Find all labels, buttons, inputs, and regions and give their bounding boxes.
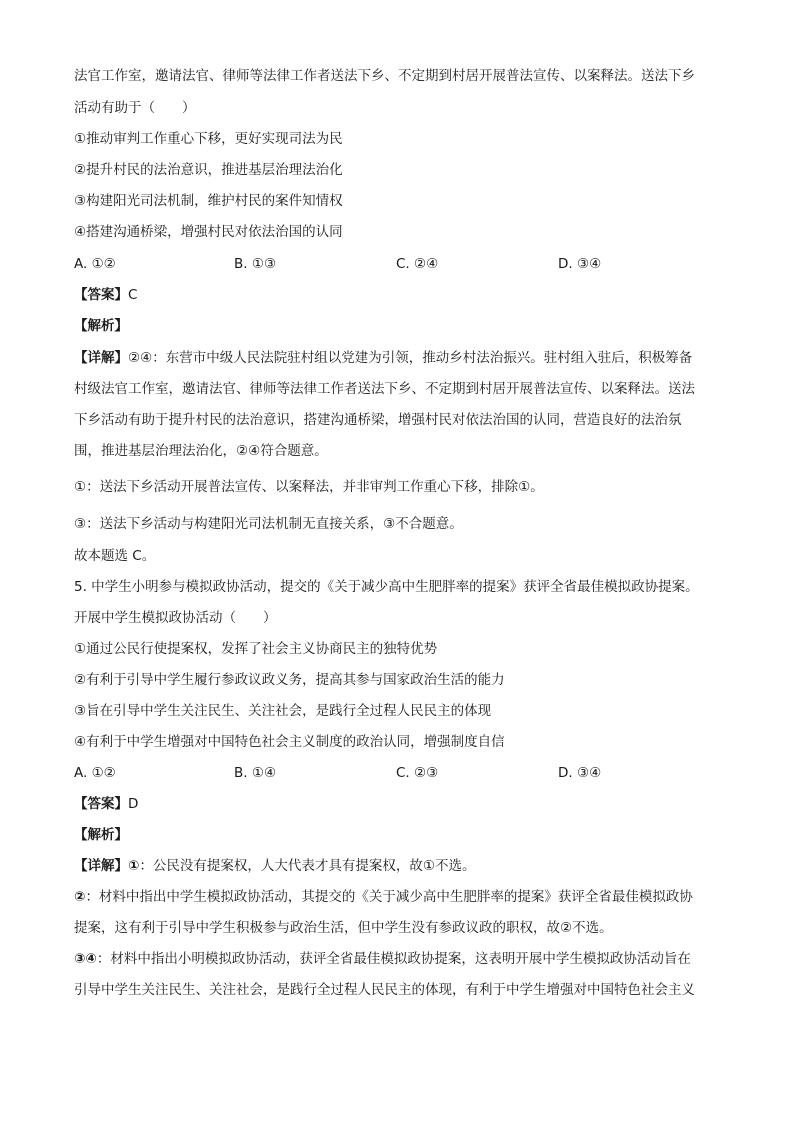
q5-option-a: A. ①② <box>74 765 116 781</box>
q5-analysis-tag: 【解析】 <box>74 827 128 843</box>
q4-option-a: A. ①② <box>74 256 116 272</box>
q5-option-b: B. ①④ <box>234 765 277 781</box>
q5-detail-2-text-1: ：材料中指出中学生模拟政协活动，其提交的《关于减少高中生肥胖率的提案》获评全省最佳模拟政协 <box>85 889 693 905</box>
q4-statement-1: ①推动审判工作重心下移，更好实现司法为民 <box>74 131 343 147</box>
q4-detail-line-4: 围，推进基层治理法治化，②④符合题意。 <box>74 443 328 459</box>
q5-answer-value: D <box>128 796 139 812</box>
q4-answer-value: C <box>128 287 138 303</box>
q5-detail-line-2 <box>74 889 693 905</box>
q5-answer-line <box>74 796 138 812</box>
q4-answer-tag: 【答案】 <box>74 287 128 303</box>
q5-stem-line-1: 5. 中学生小明参与模拟政协活动，提交的《关于减少高中生肥胖率的提案》获评全省最佳模拟政协提案。 <box>74 579 699 595</box>
q5-statement-2: ②有利于引导中学生履行参政议政义务，提高其参与国家政治生活的能力 <box>74 672 505 688</box>
q4-detail-line-1 <box>74 350 692 366</box>
q5-detail-tag: 【详解】 <box>74 858 128 874</box>
q4-exclusion-2: ③：送法下乡活动与构建阳光司法机制无直接关系，③不合题意。 <box>74 516 463 532</box>
q5-statement-4: ④有利于中学生增强对中国特色社会主义制度的政治认同，增强制度自信 <box>74 734 505 750</box>
q5-statement-1: ①通过公民行使提案权，发挥了社会主义协商民主的独特优势 <box>74 641 438 657</box>
q5-detail-3-mark: ③④ <box>74 951 97 967</box>
q4-option-d: D. ③④ <box>558 256 602 272</box>
q5-detail-line-4 <box>74 951 691 967</box>
q4-option-c: C. ②④ <box>396 256 439 272</box>
q5-detail-1-mark: ① <box>128 858 140 874</box>
q5-option-c: C. ②③ <box>396 765 439 781</box>
q4-detail-tag: 【详解】 <box>74 350 128 366</box>
q4-statement-4: ④搭建沟通桥梁，增强村民对依法治国的认同 <box>74 224 343 240</box>
q5-detail-1-text: ：公民没有提案权，人大代表才具有提案权，故①不选。 <box>139 858 476 874</box>
q5-detail-2-mark: ② <box>74 889 86 905</box>
q5-detail-line-3: 提案，这有利于引导中学生积极参与政治生活，但中学生没有参政议政的职权，故②不选。 <box>74 920 613 936</box>
q4-option-b: B. ①③ <box>234 256 277 272</box>
q5-stem-line-2: 开展中学生模拟政协活动（ ） <box>74 610 277 626</box>
q5-detail-line-1 <box>74 858 476 874</box>
q4-conclusion: 故本题选 C。 <box>74 548 156 564</box>
q5-option-d: D. ③④ <box>558 765 602 781</box>
q4-detail-line-3: 下乡活动有助于提升村民的法治意识，搭建沟通桥梁，增强村民对依法治国的认同，营造良好的法治氛 <box>74 412 682 428</box>
q4-stem-line-2: 活动有助于（ ） <box>74 100 196 116</box>
q4-statement-3: ③构建阳光司法机制，维护村民的案件知情权 <box>74 193 343 209</box>
q4-detail-text-1: ②④：东营市中级人民法院驻村组以党建为引领，推动乡村法治振兴。驻村组入驻后，积极筹备 <box>128 350 693 366</box>
q5-statement-3: ③旨在引导中学生关注民生、关注社会，是践行全过程人民民主的体现 <box>74 703 492 719</box>
q5-detail-line-5: 引导中学生关注民生、关注社会，是践行全过程人民民主的体现，有利于中学生增强对中国特色社会主义 <box>74 982 695 998</box>
q4-analysis-tag: 【解析】 <box>74 318 128 334</box>
q4-answer-line <box>74 287 137 303</box>
q5-answer-tag: 【答案】 <box>74 796 128 812</box>
q4-statement-2: ②提升村民的法治意识，推进基层治理法治化 <box>74 162 343 178</box>
q5-detail-3-text-1: ：材料中指出小明模拟政协活动，获评全省最佳模拟政协提案，这表明开展中学生模拟政协活动旨在 <box>96 951 691 967</box>
q4-detail-line-2: 村级法官工作室，邀请法官、律师等法律工作者送法下乡、不定期到村居开展普法宣传、以案释法。送法 <box>74 381 695 397</box>
q4-stem-line-1: 法官工作室，邀请法官、律师等法律工作者送法下乡、不定期到村居开展普法宣传、以案释法。送法下乡 <box>74 68 695 84</box>
q4-exclusion-1: ①：送法下乡活动开展普法宣传、以案释法，并非审判工作重心下移，排除①。 <box>74 479 544 495</box>
